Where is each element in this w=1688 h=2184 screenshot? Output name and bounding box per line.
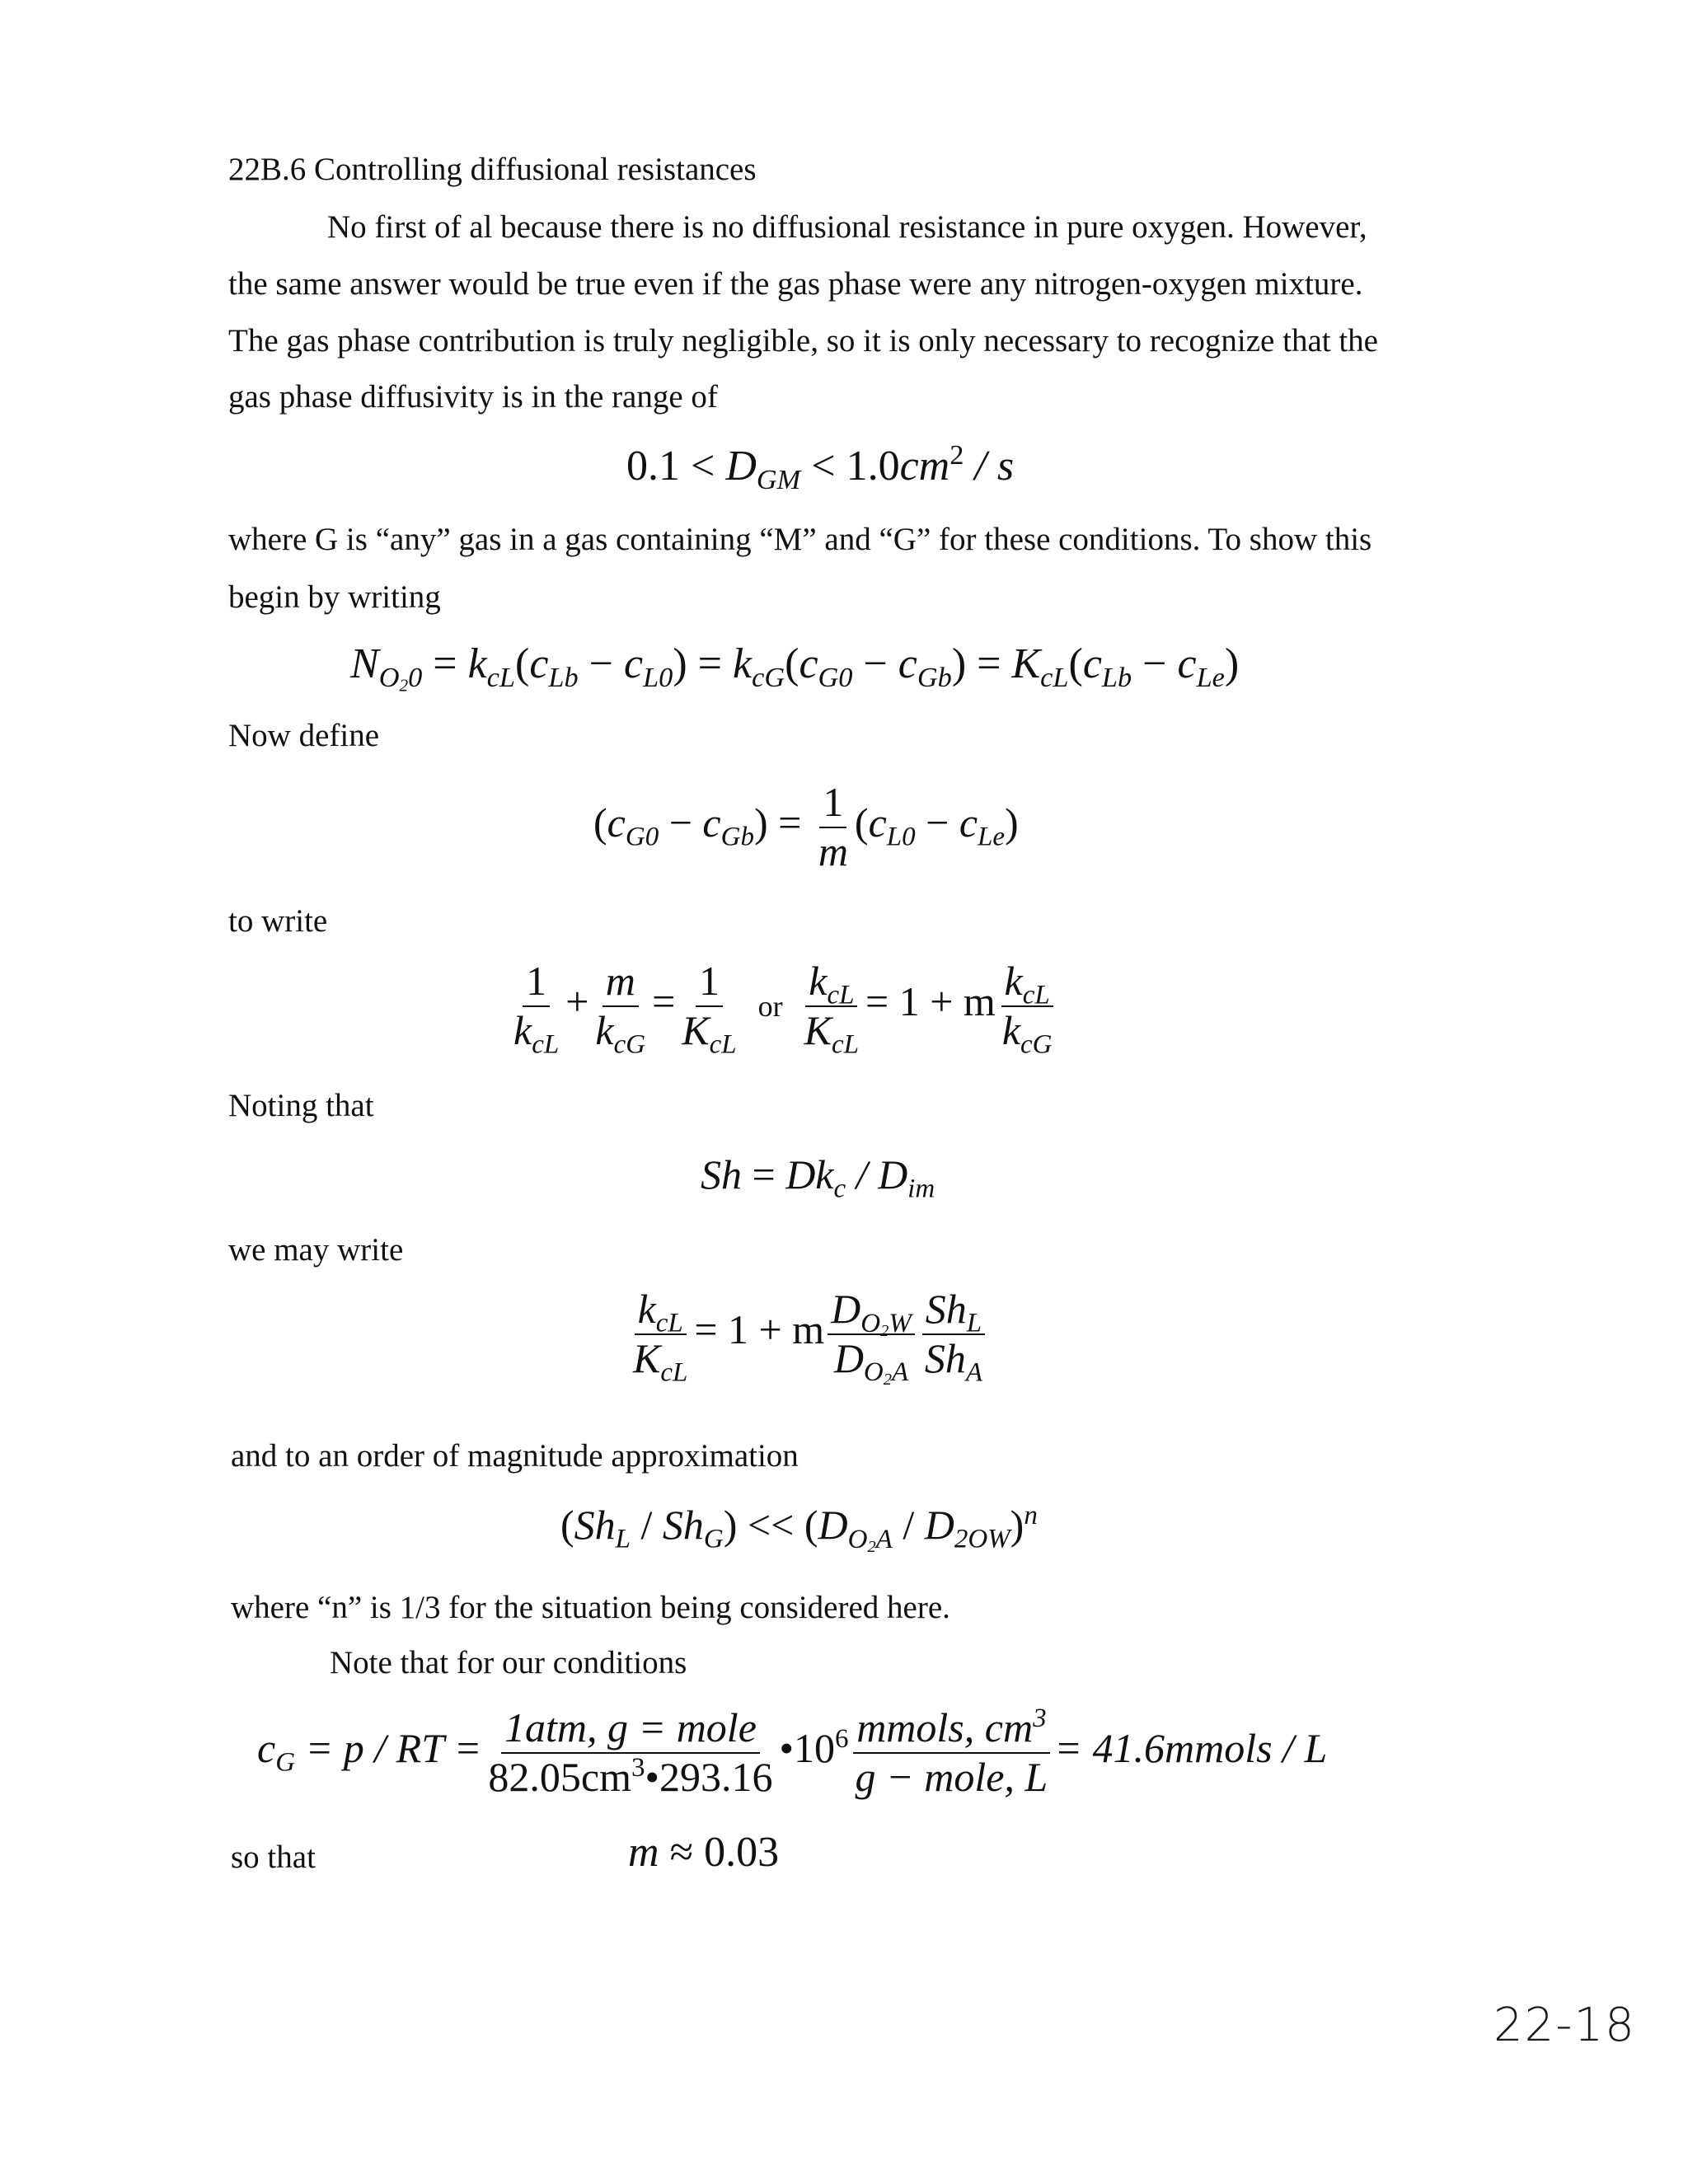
paragraph-line: where G is “any” gas in a gas containing “M” and “G” for these conditions. To show this <box>228 522 1372 557</box>
label-noting-that: Noting that <box>228 1088 374 1123</box>
paragraph-line: No first of al because there is no diffusional resistance in pure oxygen. However, <box>327 209 1367 245</box>
label-we-may-write: we may write <box>228 1232 404 1268</box>
paragraph-line: The gas phase contribution is truly negligible, so it is only necessary to recognize that the <box>228 323 1378 359</box>
equation-ratio-sherwood: $\frac{k_{cL}}{K_{cL}}$ = 1 + m $\frac{D_{O2W}}{D_{O2A}}$ $\frac{Sh_L}{Sh_A}$ <box>626 1286 989 1382</box>
label-order-of-magnitude: and to an order of magnitude approximation <box>231 1438 799 1474</box>
paragraph-line: the same answer would be true even if the gas phase were any nitrogen-oxygen mixture. <box>228 266 1363 302</box>
label-to-write: to write <box>228 903 328 939</box>
equation-m-approx: m ≈ 0.03 <box>628 1829 780 1876</box>
section-heading: 22B.6 Controlling diffusional resistances <box>228 152 757 187</box>
equation-diffusivity-range: $0.1 < D_{GM} < 1.0cm^2 / s$ <box>626 439 1015 495</box>
equation-define-m: $(c_{G0} - c_{Gb})$ = $\frac{1}{m}$ $(c_{L0} - c_{Le})$ <box>593 779 1019 874</box>
label-where-n: where “n” is 1/3 for the situation being considered here. <box>231 1590 950 1625</box>
label-note-conditions: Note that for our conditions <box>330 1645 687 1680</box>
label-so-that: so that <box>231 1840 316 1875</box>
equation-order-of-magnitude: $(Sh_L / Sh_G) << (D_{O2A} / D_{2OW})^n$ <box>560 1500 1038 1556</box>
equation-resistances: $\frac{1}{k_{cL}}$ + $\frac{m}{k_{cG}}$ = $\frac{1}{K_{cL}}$ or $\frac{k_{cL}}{K_{cL}}$ = 1 + m $\frac{k_{cL}}{k_{cG}}$ <box>513 958 1053 1060</box>
equation-gas-concentration: $c_G = p$ / RT = $\frac{\text{1atm, g = mole}}{82.05cm^3•293.16}$ $•10^6$ $\frac{mmols, cm^3}{\text{g − mole, L}}$ = 41.6mmols / L <box>257 1703 1328 1800</box>
paragraph-line: gas phase diffusivity is in the range of <box>228 379 718 415</box>
label-now-define: Now define <box>228 718 380 753</box>
paragraph-line: begin by writing <box>228 579 441 615</box>
equation-flux: $N_{O20} = k_{cL}(c_{Lb} - c_{L0}) = k_{cG}(c_{G0} - c_{Gb}) = K_{cL}(c_{Lb} - c_{Le})$ <box>350 640 1240 696</box>
fraction-one-over-m: $\frac{1}{m}$ <box>818 779 848 874</box>
page-number: 22-18 <box>1493 1999 1636 2052</box>
equation-sherwood: $Sh = Dk_c / D_{im}$ <box>701 1151 935 1204</box>
